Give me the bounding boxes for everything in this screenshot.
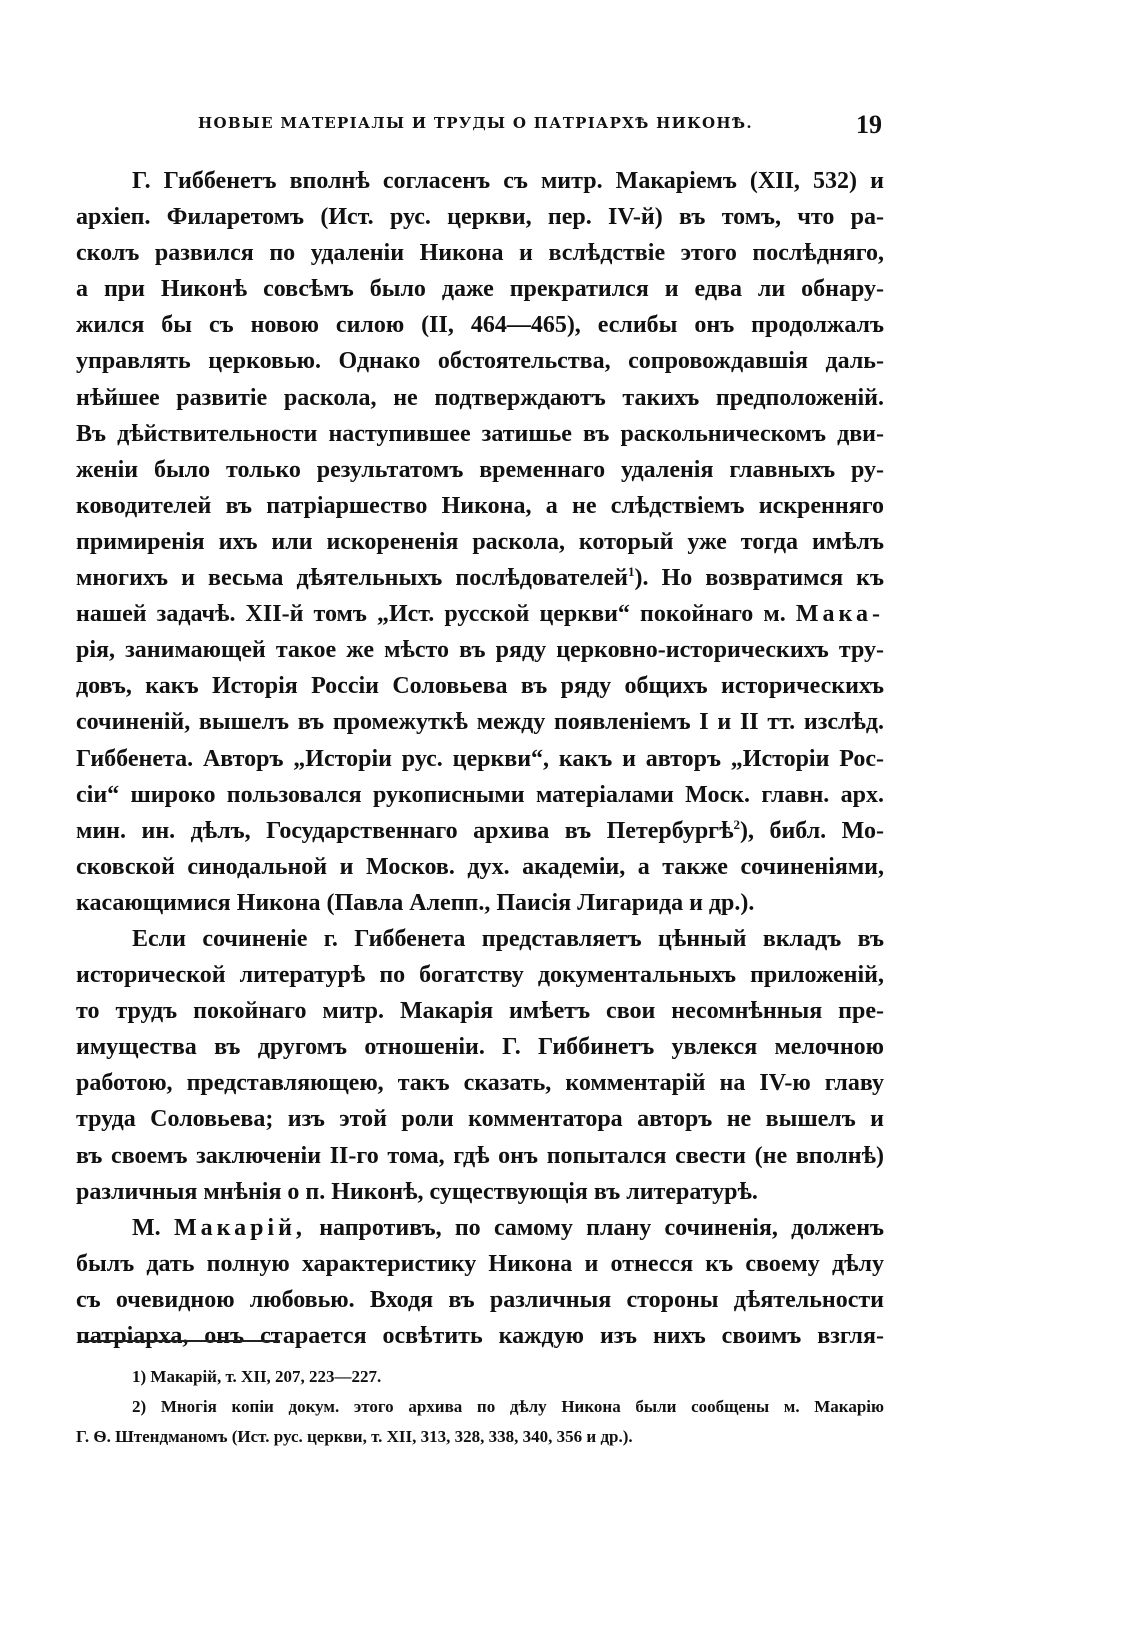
text-line: патріарха, онъ старается освѣтить каждую изъ нихъ своимъ взгля- — [76, 1323, 884, 1349]
text-line: то трудъ покойнаго митр. Макарія имѣетъ свои несомнѣнныя пре- — [76, 998, 884, 1025]
text-line: въ своемъ заключеніи II-го тома, гдѣ онъ попытался свести (не вполнѣ) — [76, 1142, 884, 1169]
text-line: исторической литературѣ по богатству документальныхъ приложеній, — [76, 962, 884, 989]
footnotes — [76, 1362, 884, 1452]
text-line: управлять церковью. Однако обстоятельства, сопровождавшія даль- — [76, 348, 884, 375]
body-text — [76, 163, 884, 1354]
text-line: жился бы съ новою силою (II, 464—465), еслибы онъ продолжалъ — [76, 312, 884, 339]
footnote-ref-2[interactable]: 2 — [733, 816, 740, 832]
text-line: различныя мнѣнія о п. Никонѣ, существующія въ литературѣ. — [76, 1178, 758, 1205]
text-line: труда Соловьева; изъ этой роли комментатора авторъ не вышелъ и — [76, 1106, 884, 1133]
text-line: былъ дать полную характеристику Никона и отнесся къ своему дѣлу — [76, 1250, 884, 1277]
text-line: довъ, какъ Исторія Россіи Соловьева въ ряду общихъ историческихъ — [76, 673, 884, 700]
text-line: ководителей въ патріаршество Никона, а не слѣдствіемъ искренняго — [76, 492, 884, 519]
footnote-1: 1) Макарій, т. XII, 207, 223—227. — [132, 1367, 382, 1386]
text-line: нашей задачѣ. XII-й томъ „Ист. русской церкви“ покойнаго м. Мака- — [76, 601, 885, 628]
text-line: примиренія ихъ или искорененія раскола, который уже тогда имѣлъ — [76, 528, 884, 555]
text-line: М. Макарій, напротивъ, по самому плану сочиненія, долженъ — [132, 1214, 885, 1241]
footnote-2-continued: Г. Ѳ. Штендманомъ (Ист. рус. церкви, т. XII, 313, 328, 338, 340, 356 и др.). — [76, 1427, 633, 1446]
text-line: сочиненій, вышелъ въ промежуткѣ между появленіемъ I и II тт. изслѣд. — [76, 709, 884, 736]
text-line: Если сочиненіе г. Гиббенета представляетъ цѣнный вкладъ въ — [132, 925, 884, 952]
text-line: Въ дѣйствительности наступившее затишье въ раскольническомъ дви- — [76, 420, 884, 447]
text-line: рія, занимающей такое же мѣсто въ ряду церковно-историческихъ тру- — [76, 637, 884, 664]
text-line: Гиббенета. Авторъ „Исторіи рус. церкви“, какъ и авторъ „Исторіи Рос- — [76, 745, 884, 772]
text-line: многихъ и весьма дѣятельныхъ послѣдователей$^1$). Но возвратимся къ — [76, 564, 884, 592]
running-title: НОВЫЕ МАТЕРІАЛЫ И ТРУДЫ О ПАТРІАРХѢ НИКОНѢ. — [198, 114, 753, 132]
text-line: архіеп. Филаретомъ (Ист. рус. церкви, пер. IV-й) въ томъ, что ра- — [76, 204, 884, 231]
text-line: касающимися Никона (Павла Алепп., Паисія Лигарида и др.). — [76, 889, 755, 916]
text-line: имущества въ другомъ отношеніи. Г. Гиббинетъ увлекся мелочною — [76, 1034, 884, 1061]
text-line: а при Никонѣ совсѣмъ было даже прекратился и едва ли обнару- — [76, 276, 884, 303]
text-line: мин. ин. дѣлъ, Государственнаго архива въ Петербургѣ$^2$), библ. Мо- — [76, 816, 884, 844]
text-line: нѣйшее развитіе раскола, не подтверждаютъ такихъ предположеній. — [76, 384, 884, 411]
page-number: 19 — [856, 110, 882, 139]
text-line: сковской синодальной и Москов. дух. академіи, а также сочиненіями, — [76, 853, 884, 880]
footnote-2: 2) Многія копіи докум. этого архива по дѣлу Никона были сообщены м. Макарію — [132, 1397, 884, 1416]
text-line: Г. Гиббенетъ вполнѣ согласенъ съ митр. Макаріемъ (XII, 532) и — [132, 168, 884, 194]
text-line: съ очевидною любовью. Входя въ различныя стороны дѣятельности — [76, 1286, 884, 1313]
footnote-rule — [80, 1340, 280, 1342]
text-line: работою, представляющею, такъ сказать, комментарій на IV-ю главу — [76, 1070, 884, 1097]
text-line: женіи было только результатомъ временнаго удаленія главныхъ ру- — [76, 456, 884, 483]
text-line: сіи“ широко пользовался рукописными матеріалами Моск. главн. арх. — [76, 781, 884, 808]
running-head — [0, 110, 1140, 144]
text-line: сколъ развился по удаленіи Никона и вслѣдствіе этого послѣдняго, — [76, 240, 884, 267]
footnote-ref-1[interactable]: 1 — [628, 564, 635, 580]
